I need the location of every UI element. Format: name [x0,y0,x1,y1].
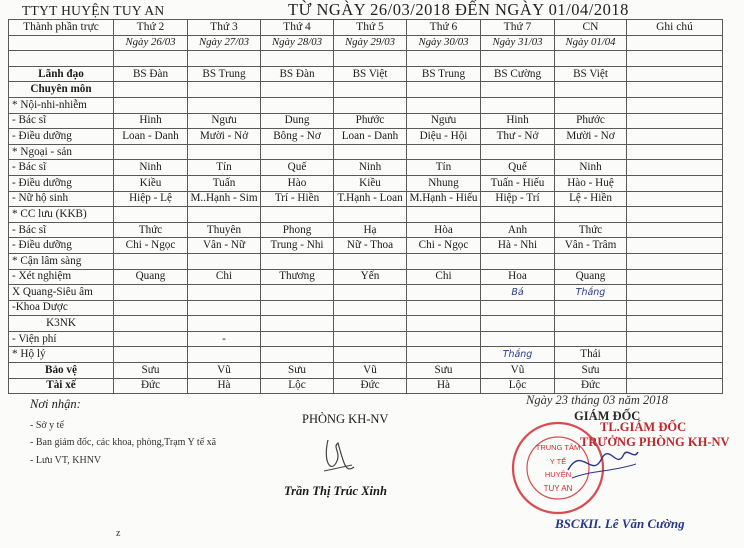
duty-cell: Yến [334,269,407,285]
duty-cell [261,253,334,269]
note-cell [627,347,723,363]
duty-cell: Thương [261,269,334,285]
duty-cell: M..Hạnh - Sim [188,191,261,207]
signature-drawing [318,435,358,480]
table-row [9,113,723,129]
duty-cell [261,347,334,363]
column-header-day: Thứ 3 [188,20,261,36]
duty-cell: Lộc [481,378,555,394]
row-label: - Nữ hộ sinh [9,191,114,207]
duty-cell: BS Trung [188,66,261,82]
svg-text:TUY AN: TUY AN [543,484,573,493]
date-cell: Ngày 28/03 [261,35,334,51]
date-cell: Ngày 26/03 [114,35,188,51]
table-row [9,378,723,394]
table-row [9,253,723,269]
duty-cell: Quang [555,269,627,285]
duty-cell: Chi - Ngọc [407,238,481,254]
duty-cell: Hiệp - Lệ [114,191,188,207]
note-cell [627,285,723,301]
duty-cell [481,300,555,316]
column-header-day: Thứ 4 [261,20,334,36]
duty-cell: Ninh [334,160,407,176]
column-header-role: Thành phần trực [9,20,114,36]
duty-cell: Nhung [407,175,481,191]
duty-cell [407,331,481,347]
duty-cell: BS Việt [555,66,627,82]
column-header-day: Thứ 6 [407,20,481,36]
duty-cell [188,207,261,223]
note-cell [627,378,723,394]
note-cell [627,331,723,347]
duty-cell: Ninh [555,160,627,176]
duty-cell: Sưu [407,363,481,379]
duty-cell: Mười - Nở [188,129,261,145]
duty-cell [114,207,188,223]
director-title: GIÁM ĐỐC [574,409,641,423]
duty-cell: Hà - Nhi [481,238,555,254]
duty-cell: Quế [261,160,334,176]
duty-cell [481,331,555,347]
note-cell [627,191,723,207]
head-of-department-title: TRƯỞNG PHÒNG KH-NV [580,435,730,449]
row-label: - Bác sĩ [9,160,114,176]
duty-cell [114,253,188,269]
empty-cell [9,35,114,51]
duty-cell [114,97,188,113]
duty-cell [114,300,188,316]
table-row [9,160,723,176]
table-row [9,175,723,191]
duty-cell: Đức [114,378,188,394]
duty-cell: - [188,331,261,347]
row-label: Chuyên môn [9,82,114,98]
duty-cell [261,97,334,113]
duty-cell [481,316,555,332]
date-cell: Ngày 30/03 [407,35,481,51]
table-header-row [9,20,723,36]
table-row [9,238,723,254]
row-label: * Hộ lý [9,347,114,363]
duty-cell: Kiều [334,175,407,191]
note-cell [627,238,723,254]
note-cell [627,253,723,269]
duty-cell: Loan - Danh [334,129,407,145]
note-cell [627,222,723,238]
duty-cell: Thuyên [188,222,261,238]
duty-cell [334,347,407,363]
note-cell [627,113,723,129]
department-name: PHÒNG KH-NV [302,412,389,426]
duty-cell [261,316,334,332]
table-row [9,97,723,113]
row-label: * Nội-nhi-nhiễm [9,97,114,113]
duty-cell [481,97,555,113]
empty-cell [627,35,723,51]
duty-cell: Kiều [114,175,188,191]
page-mark: z [116,528,121,539]
table-row [9,269,723,285]
note-cell [627,207,723,223]
note-cell [627,269,723,285]
duty-cell: Hà [407,378,481,394]
duty-cell: M.Hạnh - Hiếu [407,191,481,207]
duty-cell: Thắng [481,347,555,363]
duty-cell: Hào [261,175,334,191]
row-label: K3NK [9,316,114,332]
duty-cell [481,51,555,67]
note-cell [627,51,723,67]
table-row [9,207,723,223]
duty-cell: Sưu [555,363,627,379]
duty-cell: Diệu - Hội [407,129,481,145]
duty-cell: Vũ [334,363,407,379]
duty-cell [407,144,481,160]
duty-cell [334,300,407,316]
sign-date: Ngày 23 tháng 03 năm 2018 [526,393,669,407]
duty-cell: Loan - Danh [114,129,188,145]
duty-cell [261,144,334,160]
svg-text:HUYỆN: HUYỆN [544,470,572,479]
duty-cell [481,253,555,269]
duty-cell: Chi [188,269,261,285]
row-label: Bảo vệ [9,363,114,379]
column-header-day: CN [555,20,627,36]
duty-cell: Lệ - Hiền [555,191,627,207]
duty-cell: Vân - Trâm [555,238,627,254]
director-signature [562,440,642,490]
duty-cell [261,51,334,67]
duty-cell [334,253,407,269]
duty-cell [261,82,334,98]
column-header-day: Thứ 7 [481,20,555,36]
duty-cell [555,82,627,98]
duty-cell: Trí - Hiền [261,191,334,207]
duty-cell [407,207,481,223]
note-cell [627,160,723,176]
duty-cell [407,285,481,301]
duty-cell: Vũ [481,363,555,379]
row-label: - Viện phí [9,331,114,347]
duty-cell [188,300,261,316]
duty-cell [261,285,334,301]
duty-cell: Thắng [555,285,627,301]
duty-cell: Hoa [481,269,555,285]
duty-cell [334,316,407,332]
duty-cell [188,316,261,332]
duty-cell [334,207,407,223]
duty-cell [555,97,627,113]
table-row [9,144,723,160]
row-label: - Xét nghiệm [9,269,114,285]
table-row [9,331,723,347]
director-name: BSCKII. Lê Văn Cường [555,516,685,531]
duty-cell [555,207,627,223]
duty-cell: Hạ [334,222,407,238]
svg-text:TRUNG TÂM: TRUNG TÂM [535,443,581,452]
duty-cell [188,82,261,98]
column-header-day: Thứ 5 [334,20,407,36]
table-row [9,363,723,379]
row-label: Lãnh đạo [9,66,114,82]
duty-cell: Ninh [114,160,188,176]
duty-cell [334,144,407,160]
row-label: * Ngoại - sản [9,144,114,160]
duty-cell: Tín [407,160,481,176]
duty-cell: BS Đàn [114,66,188,82]
duty-cell [188,144,261,160]
duty-cell: Bông - Nơ [261,129,334,145]
duty-cell: Sưu [261,363,334,379]
recipient-item: - Sở y tế [30,420,64,431]
row-label: - Bác sĩ [9,222,114,238]
duty-cell [555,253,627,269]
duty-cell: Vũ [188,363,261,379]
duty-cell: Mười - Nơ [555,129,627,145]
duty-cell: T.Hạnh - Loan [334,191,407,207]
duty-cell [261,207,334,223]
note-cell [627,66,723,82]
duty-cell: Ngưu [188,113,261,129]
duty-cell [555,331,627,347]
duty-cell [407,253,481,269]
duty-cell: Hinh [481,113,555,129]
duty-cell [555,51,627,67]
row-label: * Cận lâm sàng [9,253,114,269]
organization-name: TTYT HUYỆN TUY AN [22,3,165,18]
table-row [9,300,723,316]
duty-cell: Thái [555,347,627,363]
duty-cell: Quang [114,269,188,285]
column-header-note: Ghi chú [627,20,723,36]
duty-cell [114,347,188,363]
table-row [9,129,723,145]
duty-cell [334,51,407,67]
svg-text:Y TẾ: Y TẾ [549,457,567,466]
row-label: -Khoa Dược [9,300,114,316]
duty-cell: Tuấn - Hiếu [481,175,555,191]
duty-cell: Sưu [114,363,188,379]
duty-cell: Đức [555,378,627,394]
duty-cell [114,51,188,67]
duty-cell: Vân - Nữ [188,238,261,254]
date-cell: Ngày 31/03 [481,35,555,51]
duty-cell: Hào - Huệ [555,175,627,191]
duty-cell [407,347,481,363]
signer-name: Trần Thị Trúc Xinh [284,484,387,498]
note-cell [627,300,723,316]
row-label: X Quang-Siêu âm [9,285,114,301]
row-label: - Điều dưỡng [9,238,114,254]
table-row [9,51,723,67]
table-row [9,347,723,363]
row-label: - Bác sĩ [9,113,114,129]
duty-cell: BS Trung [407,66,481,82]
row-label [9,51,114,67]
table-date-row [9,35,723,51]
duty-cell [481,207,555,223]
duty-cell: Chi [407,269,481,285]
duty-cell: Hòa [407,222,481,238]
duty-cell [188,253,261,269]
duty-cell [114,285,188,301]
duty-cell: Dung [261,113,334,129]
duty-cell [261,331,334,347]
column-header-day: Thứ 2 [114,20,188,36]
duty-cell [407,316,481,332]
duty-cell [188,97,261,113]
duty-cell [334,331,407,347]
on-behalf-title: TL.GIÁM ĐỐC [600,420,687,434]
note-cell [627,82,723,98]
recipient-item: - Lưu VT, KHNV [30,455,102,466]
duty-cell [334,97,407,113]
duty-cell [407,51,481,67]
date-cell: Ngày 27/03 [188,35,261,51]
duty-cell [481,144,555,160]
note-cell [627,97,723,113]
duty-cell [481,82,555,98]
note-cell [627,316,723,332]
duty-cell: Trung - Nhi [261,238,334,254]
duty-cell: Thức [555,222,627,238]
duty-cell: Phong [261,222,334,238]
duty-cell [555,300,627,316]
table-row [9,316,723,332]
duty-cell [555,144,627,160]
date-cell: Ngày 29/03 [334,35,407,51]
duty-cell: Phước [555,113,627,129]
schedule-date-range: TỪ NGÀY 26/03/2018 ĐẾN NGÀY 01/04/2018 [288,0,629,19]
date-cell: Ngày 01/04 [555,35,627,51]
row-label: - Điều dưỡng [9,129,114,145]
duty-cell [407,97,481,113]
duty-cell [407,300,481,316]
duty-cell: Tuấn [188,175,261,191]
duty-cell: Thức [114,222,188,238]
duty-cell: Đức [334,378,407,394]
recipient-item: - Ban giám đốc, các khoa, phòng,Trạm Y tế xã [30,437,217,448]
row-label: - Điều dưỡng [9,175,114,191]
duty-cell: Tín [188,160,261,176]
duty-cell: Lộc [261,378,334,394]
note-cell [627,363,723,379]
duty-cell: Bá [481,285,555,301]
note-cell [627,175,723,191]
duty-cell: BS Việt [334,66,407,82]
duty-cell [114,331,188,347]
table-row [9,222,723,238]
table-row [9,285,723,301]
duty-cell [188,347,261,363]
duty-cell: Chi - Ngọc [114,238,188,254]
duty-cell [555,316,627,332]
duty-cell [407,82,481,98]
duty-cell [188,51,261,67]
row-label: Tài xế [9,378,114,394]
duty-cell: Quế [481,160,555,176]
duty-cell [114,144,188,160]
table-row [9,191,723,207]
table-row [9,82,723,98]
table-row [9,66,723,82]
duty-cell: Ngưu [407,113,481,129]
duty-cell [261,300,334,316]
duty-cell [334,285,407,301]
duty-cell: Phước [334,113,407,129]
duty-cell: Hà [188,378,261,394]
duty-cell: Nữ - Thoa [334,238,407,254]
duty-cell: Hiệp - Trí [481,191,555,207]
duty-cell [188,285,261,301]
row-label: * CC lưu (KKB) [9,207,114,223]
duty-cell: Hinh [114,113,188,129]
duty-cell: BS Cường [481,66,555,82]
note-cell [627,129,723,145]
duty-cell: Anh [481,222,555,238]
duty-cell [334,82,407,98]
note-cell [627,144,723,160]
duty-cell: Thư - Nở [481,129,555,145]
recipients-title: Nơi nhận: [30,397,81,411]
duty-cell [114,82,188,98]
duty-roster-table [8,19,723,394]
duty-cell: BS Đàn [261,66,334,82]
duty-cell [114,316,188,332]
